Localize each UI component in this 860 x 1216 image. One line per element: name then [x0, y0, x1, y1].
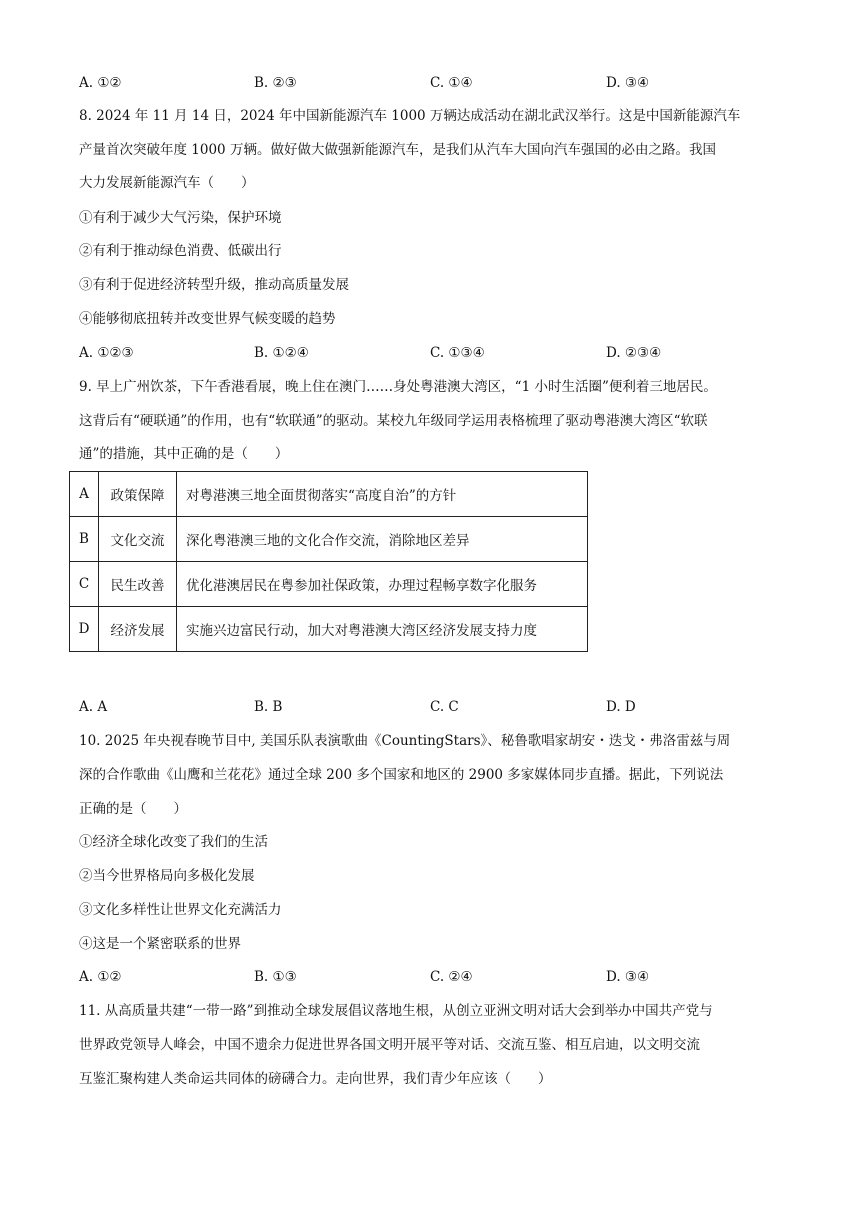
- q10-stem-line-3: 正确的是（ ）: [79, 801, 187, 817]
- table-cell-measure: 实施兴边富民行动，加大对粤港澳大湾区经济发展支持力度: [177, 607, 588, 652]
- q9-stem-line-2: 这背后有“硬联通”的作用，也有“软联通”的驱动。某校九年级同学运用表格梳理了驱动粤港澳大湾区“软联: [79, 413, 708, 429]
- q8-options: [79, 343, 779, 363]
- q9-option-b[interactable]: B. B: [254, 699, 283, 715]
- q10-statement-2: ②当今世界格局向多极化发展: [79, 868, 255, 884]
- q10-statement-3: ③文化多样性让世界文化充满活力: [79, 902, 282, 918]
- q8-statement-2: ②有利于推动绿色消费、低碳出行: [79, 243, 282, 259]
- q8-option-a[interactable]: A. ①②③: [79, 345, 134, 361]
- q11-stem-line-2: 世界政党领导人峰会，中国不遗余力促进世界各国文明开展平等对话、交流互鉴、相互启迪，以文明交流: [79, 1037, 700, 1053]
- q8-stem-line-3: 大力发展新能源汽车（ ）: [79, 175, 255, 191]
- table-cell-category: 民生改善: [99, 562, 177, 607]
- table-row: [70, 517, 588, 562]
- q9-option-a[interactable]: A. A: [79, 699, 108, 715]
- q9-stem-line-1: 9. 早上广州饮茶，下午香港看展，晚上住在澳门……身处粤港澳大湾区，“1 小时生活圈”便利着三地居民。: [79, 379, 717, 395]
- table-cell-letter: A: [70, 472, 99, 517]
- table-cell-measure: 对粤港澳三地全面贯彻落实“高度自治”的方针: [177, 472, 588, 517]
- q8-stem-line-2: 产量首次突破年度 1000 万辆。做好做大做强新能源汽车，是我们从汽车大国向汽车强国的必由之路。我国: [79, 142, 716, 158]
- q10-option-c[interactable]: C. ②④: [430, 969, 473, 985]
- q10-option-b[interactable]: B. ①③: [254, 969, 297, 985]
- table-cell-letter: C: [70, 562, 99, 607]
- q8-statement-3: ③有利于促进经济转型升级，推动高质量发展: [79, 277, 349, 293]
- q7-option-b[interactable]: B. ②③: [254, 75, 297, 91]
- q9-stem-line-3: 通”的措施，其中正确的是（ ）: [79, 446, 289, 462]
- q8-option-c[interactable]: C. ①③④: [430, 345, 485, 361]
- q9-options: [79, 697, 779, 717]
- table-cell-letter: D: [70, 607, 99, 652]
- q10-stem-line-2: 深的合作歌曲《山鹰和兰花花》通过全球 200 多个国家和地区的 2900 多家媒体同步直播。据此，下列说法: [79, 767, 724, 783]
- q11-stem-line-3: 互鉴汇聚构建人类命运共同体的磅礴合力。走向世界，我们青少年应该（ ）: [79, 1071, 552, 1087]
- q7-option-c[interactable]: C. ①④: [430, 75, 473, 91]
- q9-measures-table: [69, 471, 588, 652]
- table-cell-measure: 优化港澳居民在粤参加社保政策，办理过程畅享数字化服务: [177, 562, 588, 607]
- q7-options: [79, 73, 779, 93]
- q10-stem-line-1: 10. 2025 年央视春晚节目中, 美国乐队表演歌曲《CountingStars》、秘鲁歌唱家胡安・迭戈・弗洛雷兹与周: [79, 733, 731, 749]
- table-cell-letter: B: [70, 517, 99, 562]
- q9-option-d[interactable]: D. D: [606, 699, 636, 715]
- q10-option-a[interactable]: A. ①②: [79, 969, 122, 985]
- table-cell-category: 文化交流: [99, 517, 177, 562]
- table-row: [70, 472, 588, 517]
- q7-option-a[interactable]: A. ①②: [79, 75, 122, 91]
- q8-stem-line-1: 8. 2024 年 11 月 14 日，2024 年中国新能源汽车 1000 万辆达成活动在湖北武汉举行。这是中国新能源汽车: [79, 108, 741, 124]
- q10-statement-4: ④这是一个紧密联系的世界: [79, 936, 241, 952]
- table-cell-category: 政策保障: [99, 472, 177, 517]
- q10-statement-1: ①经济全球化改变了我们的生活: [79, 834, 268, 850]
- q9-option-c[interactable]: C. C: [430, 699, 459, 715]
- q8-statement-1: ①有利于减少大气污染，保护环境: [79, 210, 282, 226]
- q7-option-d[interactable]: D. ③④: [606, 75, 650, 91]
- q11-stem-line-1: 11. 从高质量共建“一带一路”到推动全球发展倡议落地生根，从创立亚洲文明对话大会到举办中国共产党与: [79, 1003, 713, 1019]
- q8-option-d[interactable]: D. ②③④: [606, 345, 662, 361]
- table-cell-category: 经济发展: [99, 607, 177, 652]
- table-row: [70, 607, 588, 652]
- table-cell-measure: 深化粤港澳三地的文化合作交流，消除地区差异: [177, 517, 588, 562]
- q8-statement-4: ④能够彻底扭转并改变世界气候变暖的趋势: [79, 311, 336, 327]
- q10-option-d[interactable]: D. ③④: [606, 969, 650, 985]
- table-row: [70, 562, 588, 607]
- q8-option-b[interactable]: B. ①②④: [254, 345, 309, 361]
- q10-options: [79, 967, 779, 987]
